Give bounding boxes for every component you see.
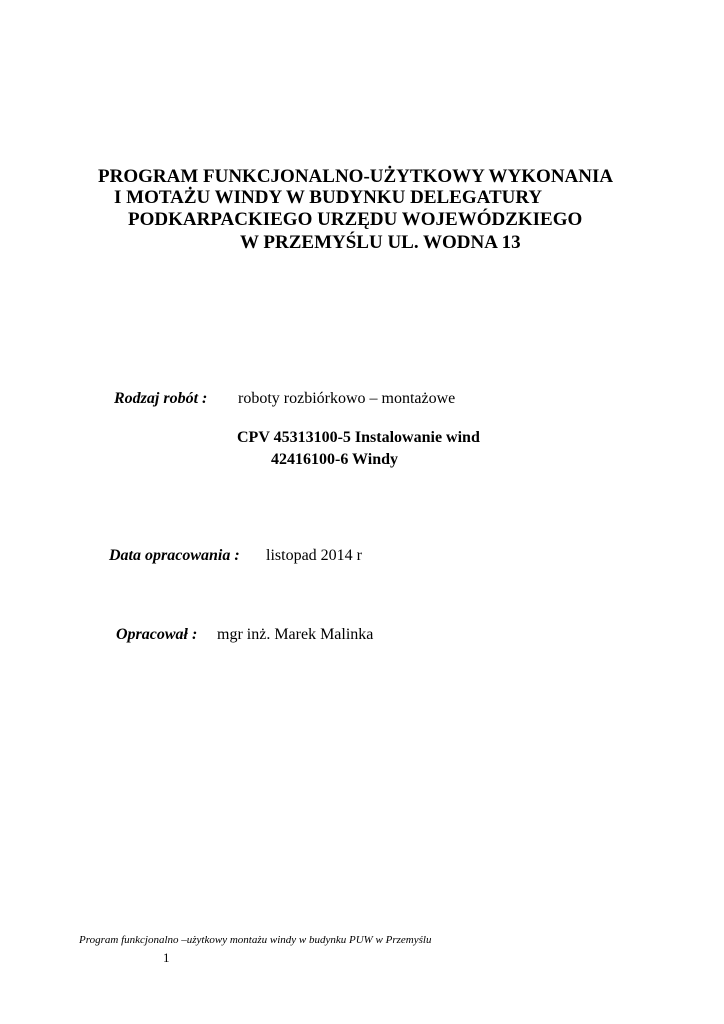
document-title-line-4: W PRZEMYŚLU UL. WODNA 13 [240, 232, 521, 253]
page-footer: Program funkcjonalno –użytkowy montażu windy w budynku PUW w Przemyślu [79, 934, 432, 946]
work-type-label: Rodzaj robót : [114, 390, 208, 407]
cpv-code-line-1: CPV 45313100-5 Instalowanie wind [237, 429, 480, 446]
date-value: listopad 2014 r [266, 547, 362, 564]
author-value: mgr inż. Marek Malinka [217, 626, 374, 643]
work-type-value: roboty rozbiórkowo – montażowe [238, 390, 456, 407]
author-label: Opracował : [116, 626, 198, 643]
page-number: 1 [163, 950, 170, 965]
date-label: Data opracowania : [109, 547, 240, 564]
document-title-line-3: PODKARPACKIEGO URZĘDU WOJEWÓDZKIEGO [128, 209, 583, 230]
document-title-line-2: I MOTAŻU WINDY W BUDYNKU DELEGATURY [114, 187, 543, 208]
cpv-code-line-2: 42416100-6 Windy [271, 451, 398, 468]
document-title-line-1: PROGRAM FUNKCJONALNO-UŻYTKOWY WYKONANIA [98, 166, 614, 187]
